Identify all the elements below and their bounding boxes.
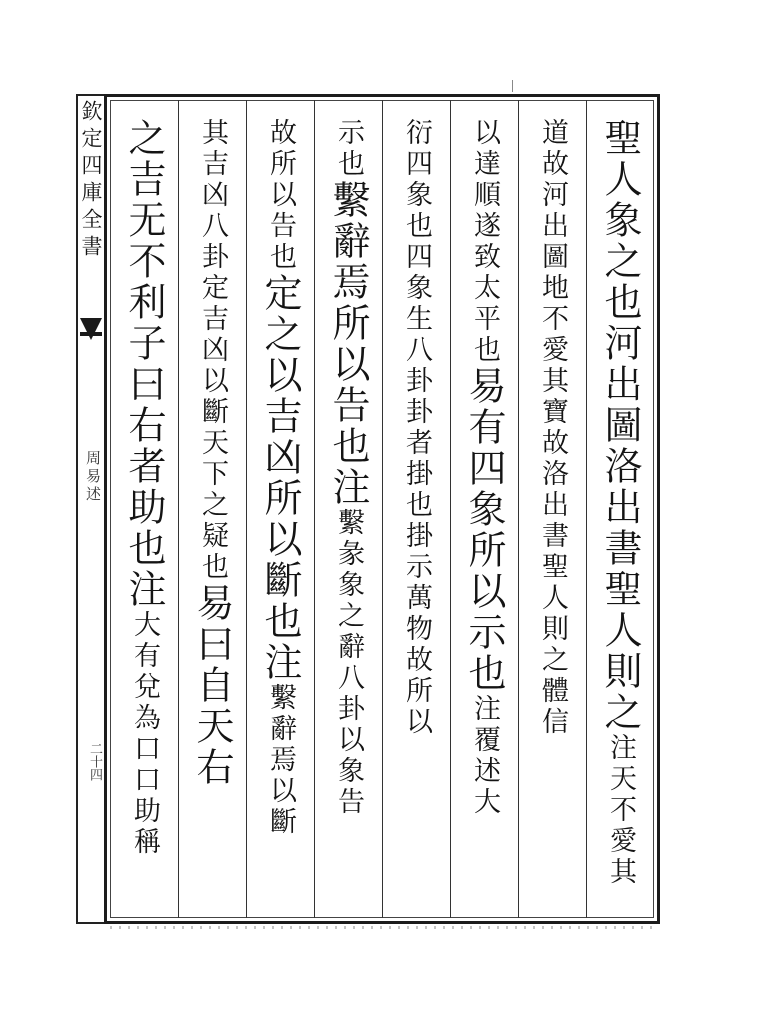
main-text: 繫辭焉所以告也注 xyxy=(326,180,370,508)
column-rule xyxy=(178,100,179,918)
text-column-7 xyxy=(182,118,242,908)
bottom-edge-specks xyxy=(110,926,654,929)
annotation-text: 故所以告也 xyxy=(265,118,296,273)
column-rule xyxy=(518,100,519,918)
annotation-text: 以達順遂致太平也 xyxy=(469,118,500,366)
column-rule xyxy=(450,100,451,918)
text-column-2 xyxy=(522,118,582,908)
annotation-text: 注天不愛其 xyxy=(605,733,636,888)
annotation-text: 大有兌為口口助稱 xyxy=(129,610,160,858)
fishtail-mark xyxy=(80,318,102,340)
main-text: 定之以吉凶所以斷也注 xyxy=(258,273,302,683)
column-rule xyxy=(586,100,587,918)
annotation-text: 衍四象也四象生八卦卦者掛也掛示萬物故所以 xyxy=(401,118,432,738)
edge-chapter-title: 周易述 xyxy=(84,450,102,504)
column-rule xyxy=(246,100,247,918)
text-column-4 xyxy=(386,118,446,908)
text-column-1 xyxy=(590,118,650,908)
column-rule xyxy=(314,100,315,918)
annotation-text: 繫彖象之辭八卦以象告 xyxy=(333,508,364,818)
main-text: 之吉无不利子曰右者助也注 xyxy=(122,118,166,610)
text-column-3 xyxy=(454,118,514,908)
annotation-text: 繫辭焉以斷 xyxy=(265,683,296,838)
annotation-text: 其吉凶八卦定吉凶以斷天下之疑也 xyxy=(197,118,228,583)
main-text: 易有四象所以示也 xyxy=(462,366,506,694)
text-column-5 xyxy=(318,118,378,908)
text-column-6 xyxy=(250,118,310,908)
edge-page-number: 二十四 xyxy=(87,742,102,781)
binding-mark xyxy=(512,80,513,92)
annotation-text: 示也 xyxy=(333,118,364,180)
fishtail-bar xyxy=(80,332,102,336)
edge-title: 欽定四庫全書 xyxy=(79,100,103,262)
annotation-text: 道故河出圖地不愛其寶故洛出書聖人則之體信 xyxy=(537,118,568,738)
annotation-text: 注覆述大 xyxy=(469,694,500,818)
text-column-8 xyxy=(114,118,174,908)
main-text: 聖人象之也河出圖洛出書聖人則之 xyxy=(598,118,642,733)
main-text: 易曰自天右 xyxy=(190,583,234,788)
column-rule xyxy=(382,100,383,918)
